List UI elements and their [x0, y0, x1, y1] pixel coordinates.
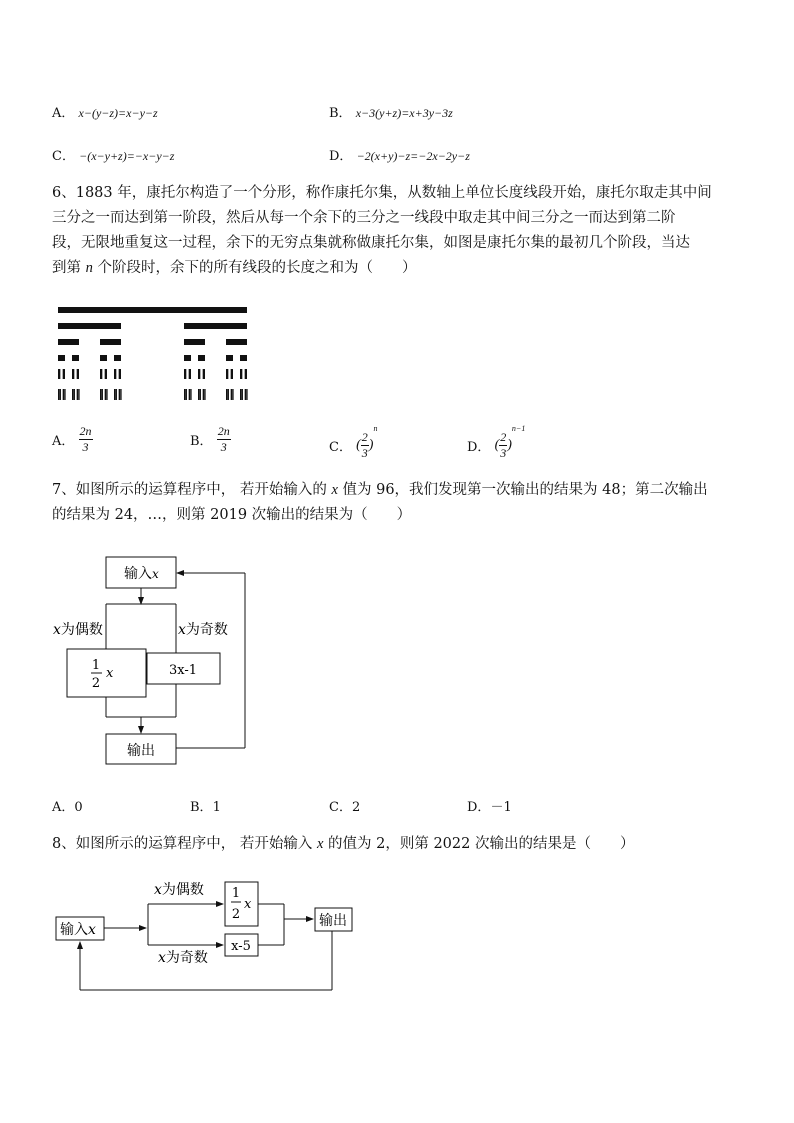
- cantor-segment: [186, 389, 187, 400]
- cantor-segment: [72, 389, 73, 400]
- cantor-segment: [189, 369, 191, 379]
- cantor-segment: [116, 389, 117, 400]
- cantor-segment: [58, 339, 79, 345]
- cantor-segment: [58, 355, 65, 361]
- cantor-segment: [120, 389, 121, 400]
- cantor-segment: [72, 355, 79, 361]
- cantor-segment: [114, 369, 116, 379]
- fraction: $\frac{2}{3}$: [500, 430, 507, 460]
- cantor-segment: [231, 389, 232, 400]
- q6-line-3: 段，无限地重复这一过程，余下的无穷点集就称做康托尔集，如图是康托尔集的最初几个阶段，当达: [52, 235, 690, 251]
- cantor-segment: [198, 389, 199, 400]
- cantor-segment: [226, 339, 247, 345]
- variable-n: n: [85, 260, 93, 276]
- svg-text:1: 1: [231, 886, 241, 901]
- q8-flowchart: [50, 872, 360, 997]
- cantor-segment: [231, 369, 233, 379]
- q6-line-1: 6、1883 年，康托尔构造了一个分形，称作康托尔集，从数轴上单位长度线段开始，康托尔取走其中间: [52, 185, 712, 201]
- output-label: 输出: [127, 743, 155, 759]
- q6-question-text: [52, 181, 712, 281]
- q7-line-1: 7、如图所示的运算程序中， 若开始输入的 x 值为 96，我们发现第一次输出的结果为 48；第二次输出: [52, 482, 708, 498]
- cantor-segment: [246, 389, 247, 400]
- cantor-segment: [226, 389, 227, 400]
- q7-option-a: A．0: [52, 800, 83, 815]
- option-label: A．: [52, 106, 75, 121]
- odd-op-label: 3x-1: [168, 663, 198, 678]
- q7-line-2: 的结果为 24，…，则第 2019 次输出的结果为（ ）: [52, 507, 412, 523]
- q5-option-c: [52, 145, 174, 164]
- cantor-segment: [198, 355, 205, 361]
- cantor-segment: [58, 307, 247, 313]
- cantor-segment: [114, 389, 115, 400]
- cantor-segment: [204, 389, 205, 400]
- half-variable: x: [106, 666, 114, 681]
- q8-question-text: 8、如图所示的运算程序中， 若开始输入 x 的值为 2，则第 2022 次输出的结果是（ ）: [52, 836, 635, 852]
- cantor-segment: [106, 389, 107, 400]
- cantor-segment: [119, 389, 120, 400]
- cantor-segment: [78, 389, 79, 400]
- q7-option-c: C．2: [329, 800, 361, 815]
- cantor-set-figure: [55, 303, 250, 403]
- q5-option-b: [329, 102, 453, 121]
- option-expression: x−3(y+z)=x+3y−3z: [355, 106, 453, 120]
- fraction: $\frac{2n}{3}$: [79, 424, 92, 454]
- q5-option-a: [52, 102, 158, 121]
- option-label: D．: [467, 440, 491, 455]
- option-label: C．: [52, 149, 75, 164]
- cantor-segment: [105, 389, 106, 400]
- cantor-segment: [77, 389, 78, 400]
- cantor-segment: [184, 323, 247, 329]
- cantor-segment: [77, 369, 79, 379]
- option-label: A．: [52, 434, 75, 449]
- even-condition-label: x为偶数: [53, 622, 103, 638]
- cantor-segment: [102, 389, 103, 400]
- half-denominator: 2: [91, 676, 101, 691]
- cantor-segment: [58, 369, 60, 379]
- cantor-segment: [105, 369, 107, 379]
- cantor-segment: [242, 389, 243, 400]
- q7-flowchart: [48, 552, 258, 770]
- even-condition-label: x为偶数: [154, 882, 204, 898]
- q6-option-d: D． ( $\frac{2}{3}$ )$^{n-1}$: [467, 424, 526, 460]
- input-label: 输入x: [124, 566, 159, 582]
- q6-option-a: [52, 424, 93, 455]
- cantor-segment: [74, 389, 75, 400]
- svg-text:x: x: [244, 897, 252, 912]
- option-expression: x−(y−z)=x−y−z: [78, 106, 158, 120]
- cantor-segment: [119, 369, 121, 379]
- fraction: $\frac{2n}{3}$: [217, 424, 230, 454]
- option-label: C．: [329, 440, 352, 455]
- cantor-segment: [72, 369, 74, 379]
- option-expression: −2(x+y)−z=−2x−2y−z: [356, 149, 470, 163]
- cantor-segment: [240, 355, 247, 361]
- output-label: 输出: [319, 913, 347, 929]
- cantor-segment: [240, 389, 241, 400]
- q5-option-d: [329, 145, 470, 164]
- cantor-segment: [114, 355, 121, 361]
- cantor-segment: [184, 339, 205, 345]
- cantor-segment: [232, 389, 233, 400]
- q6-option-c: C． ( $\frac{2}{3}$ )$^n$: [329, 424, 378, 460]
- q7-option-d: D．－1: [467, 800, 512, 815]
- cantor-segment: [58, 323, 121, 329]
- half-box: [225, 882, 258, 926]
- option-label: B．: [190, 434, 213, 449]
- cantor-segment: [60, 389, 61, 400]
- cantor-segment: [245, 389, 246, 400]
- cantor-segment: [228, 389, 229, 400]
- q7-question-text: [52, 478, 708, 528]
- cantor-segment: [245, 369, 247, 379]
- cantor-segment: [203, 369, 205, 379]
- q6-line-2: 三分之一而达到第一阶段，然后从每一个余下的三分之一线段中取走其中间三分之一而达到第二阶: [52, 210, 676, 226]
- odd-op-label: x-5: [231, 939, 251, 954]
- cantor-segment: [184, 355, 191, 361]
- cantor-segment: [226, 355, 233, 361]
- fraction: $\frac{2}{3}$: [361, 430, 368, 460]
- exponent: n: [373, 424, 378, 433]
- cantor-segment: [189, 389, 190, 400]
- svg-text:2: 2: [231, 907, 241, 922]
- cantor-segment: [63, 389, 64, 400]
- q6-option-b: [190, 424, 231, 455]
- cantor-segment: [64, 389, 65, 400]
- cantor-segment: [100, 355, 107, 361]
- cantor-segment: [226, 369, 228, 379]
- cantor-segment: [184, 369, 186, 379]
- cantor-segment: [100, 389, 101, 400]
- cantor-segment: [190, 389, 191, 400]
- cantor-segment: [240, 369, 242, 379]
- q7-option-b: B．1: [190, 800, 221, 815]
- exponent: n−1: [511, 424, 526, 433]
- option-label: B．: [329, 106, 352, 121]
- odd-condition-label: x为奇数: [158, 950, 208, 966]
- cantor-segment: [198, 369, 200, 379]
- cantor-segment: [100, 369, 102, 379]
- option-label: D．: [329, 149, 353, 164]
- cantor-segment: [58, 389, 59, 400]
- cantor-segment: [100, 339, 121, 345]
- cantor-segment: [63, 369, 65, 379]
- cantor-segment: [200, 389, 201, 400]
- option-expression: −(x−y+z)=−x−y−z: [79, 149, 175, 163]
- input-label: 输入x: [60, 922, 96, 938]
- q6-line-4: 到第 n 个阶段时，余下的所有线段的长度之和为（ ）: [52, 260, 417, 276]
- cantor-segment: [203, 389, 204, 400]
- half-numerator: 1: [91, 658, 101, 673]
- odd-condition-label: x为奇数: [178, 622, 228, 638]
- cantor-segment: [184, 389, 185, 400]
